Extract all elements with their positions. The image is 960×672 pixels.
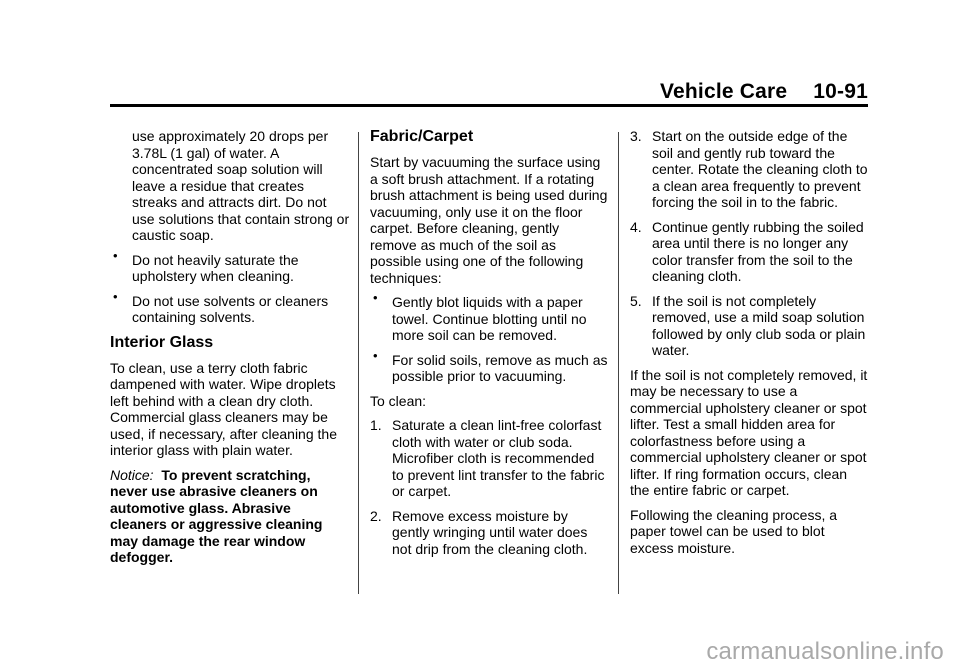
bullet-icon: • <box>373 290 378 305</box>
watermark-text: carmanualsonline.info <box>706 638 944 665</box>
paragraph: Following the cleaning process, a paper towel can be used to blot excess moisture. <box>630 506 838 556</box>
bullet-icon: • <box>113 247 118 263</box>
page-header <box>660 80 868 104</box>
paragraph: If the soil is not completely removed, it may be necessary to use a commercial upholstery cleaner or spot lifter. Test a small hidden area for colorfastness before using a commercial upholstery cleaner or spot lifter. If ring formation occurs, clean the entire fabric or carpet. <box>630 366 868 498</box>
bullet-icon: • <box>373 347 378 363</box>
header-rule <box>110 104 868 107</box>
page-number: 10-91 <box>813 80 868 103</box>
notice <box>110 467 350 566</box>
heading-fabric-carpet: Fabric/Carpet <box>370 128 474 145</box>
column-3 <box>630 128 870 564</box>
column-1 <box>110 128 350 574</box>
step-item: 5. If the soil is not completely removed, use a mild soap solution followed by only club soda or plain water. <box>630 292 866 358</box>
column-divider <box>618 132 619 594</box>
step-item: 4. Continue gently rubbing the soiled area until there is no longer any color transfer from the soil to the cleaning cloth. <box>630 218 864 284</box>
column-divider <box>358 132 359 594</box>
continuation-text: use approximately 20 drops per 3.78L (1 gal) of water. A concentrated soap solution will leave a residue that creates streaks and attracts dirt. Do not use solutions that contain strong or caustic soap. <box>132 128 350 243</box>
intro-text: Start by vacuuming the surface using a soft brush attachment. If a rotating brush attachment is being used during vacuuming, only use it on the floor carpet. Before cleaning, gently remove as much of the soil as possible using one of the following techniques: <box>370 154 608 286</box>
list-item: • Do not use solvents or cleaners containing solvents. <box>113 288 329 325</box>
notice-text: To prevent scratching, never use abrasive cleaners on automotive glass. Abrasive cleaners or aggressive cleaning may damage the rear window defogger. <box>110 466 323 565</box>
glass-text: To clean, use a terry cloth fabric dampened with water. Wipe droplets left behind with a clean dry cloth. Commercial glass cleaners may be used, if necessary, after cleaning the interior glass with plain water. <box>110 359 337 458</box>
bullet-icon: • <box>113 288 118 304</box>
step-item: 3. Start on the outside edge of the soil and gently rub toward the center. Rotate the cleaning cloth to a clean area frequently to prevent forcing the soil in to the fabric. <box>630 128 868 210</box>
list-item: • Do not heavily saturate the upholstery when cleaning. <box>113 247 299 284</box>
section-title: Vehicle Care <box>659 80 788 103</box>
step-item: 2. Remove excess moisture by gently wringing until water does not drip from the cleaning cloth. <box>370 507 588 557</box>
step-item: 1. Saturate a clean lint-free colorfast cloth with water or club soda. Microfiber cloth is recommended to prevent lint transfer to the fabric or carpet. <box>370 417 605 499</box>
heading-interior-glass: Interior Glass <box>110 333 214 351</box>
notice-label: Notice: <box>110 466 154 483</box>
to-clean-label: To clean: <box>370 392 427 409</box>
list-item: • Gently blot liquids with a paper towel. Continue blotting until no more soil can be removed. <box>373 290 587 343</box>
list-item: • For solid soils, remove as much as possible prior to vacuuming. <box>373 347 608 384</box>
column-2 <box>370 128 608 565</box>
